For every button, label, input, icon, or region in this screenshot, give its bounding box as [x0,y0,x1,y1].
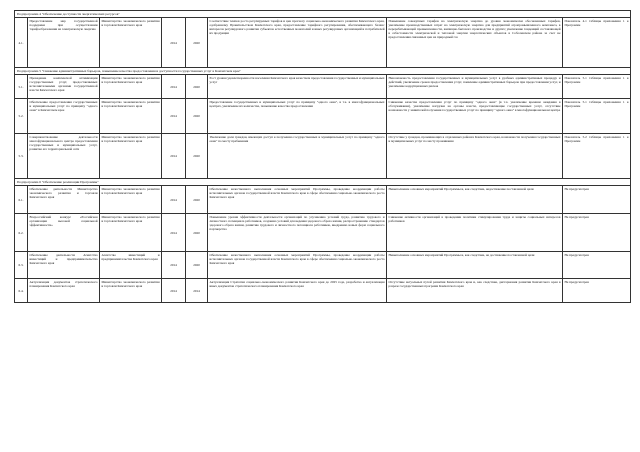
measure-name: Совершенствование деятельности многофункционального центра предоставления государственных и муниципальных услуг, развитие его территориальной сети [28,134,100,179]
measure-name: Актуализация документов стратегического планирования Камчатского края [28,279,100,303]
end-year: 2020 [186,99,208,134]
end-year: 2020 [186,134,208,179]
indicator-link: Не предусмотрен [563,186,631,214]
indicator-link: Не предусмотрен [563,279,631,303]
non-implementation-consequence: Снижение активности организаций в проведении политики стимулирования труда и защиты социальных интересов работников [387,214,563,252]
row-number: 6.3. [15,252,28,279]
measure-name: Предоставление мер государственной поддержки при осуществлении тарифообразования на электрическую энергию [28,18,100,68]
indicator-link: Не предусмотрен [563,252,631,279]
subprogram-title: Подпрограмма 6 "Обеспечение реализации Программы" [15,179,631,186]
start-year: 2014 [162,252,186,279]
executor-name: Министерство экономического развития и торговли Камчатского края [100,99,162,134]
table-row [15,214,631,252]
start-year: 2014 [162,99,186,134]
end-year: 2020 [186,252,208,279]
start-year: 2014 [162,18,186,68]
row-number: 6.2. [15,214,28,252]
indicator-link: Показатель 4.1 таблицы приложения 1 к Программе [563,18,631,68]
table-row [15,75,631,99]
subprogram-header-row [15,179,631,186]
table-row [15,99,631,134]
measure-name: Проведение комплексной оптимизации государственных услуг, предоставляемых исполнительными органами государственной власти Камчатского края [28,75,100,99]
row-number: 5.3. [15,134,28,179]
end-year: 2020 [186,75,208,99]
table-row [15,279,631,303]
row-number: 5.2. [15,99,28,134]
start-year: 2014 [162,186,186,214]
row-number: 5.1. [15,75,28,99]
start-year: 2014 [162,214,186,252]
subprogram-title: Подпрограмма 5 "Снижение административных барьеров, повышение качества предоставления и доступности государственных услуг в Камчатском крае" [15,68,631,75]
non-implementation-consequence: Невыполнение основных мероприятий Программы и, как следствие, недостижение поставленной цели [387,186,563,214]
table-row [15,186,631,214]
executor-name: Министерство экономического развития и торговли Камчатского края [100,134,162,179]
subprogram-title: Подпрограмма 4 "Обеспечение доступности энергетических ресурсов" [15,11,631,18]
indicator-link: Показатель 5.1 таблицы приложения 1 к Программе [563,99,631,134]
executor-name: Министерство экономического развития и торговли Камчатского края [100,279,162,303]
row-number: 6.1. [15,186,28,214]
document-page [14,10,630,303]
measure-name: Обеспечение предоставления государственных и муниципальных услуг по принципу "одного окна" в Камчатском крае [28,99,100,134]
indicator-link: Показатель 5.1 таблицы приложения 1 к Программе [563,75,631,99]
start-year: 2014 [162,75,186,99]
end-year: 2014 [186,279,208,303]
executor-name: Министерство экономического развития и торговли Камчатского края [100,18,162,68]
non-implementation-consequence: Отсутствие актуальных путей развития Камчатского края и, как следствие, дисгармония развития Камчатского края в разрезе государственных программ Камчатского края [387,279,563,303]
non-implementation-consequence: Невыполнение основных мероприятий Программы и, как следствие, не достижение поставленной цели [387,252,563,279]
measure-name: Обеспечение деятельности Министерства экономического развития и торговли Камчатского края [28,186,100,214]
expected-result: Увеличение доли граждан, имеющих доступ к получению государственных и муниципальных услуг по принципу "одного окна" по месту пребывания [208,134,387,179]
executor-name: Министерство экономического развития и торговли Камчатского края [100,75,162,99]
end-year: 2020 [186,18,208,68]
start-year: 2014 [162,134,186,179]
table-row [15,134,631,179]
table-row [15,252,631,279]
subprogram-header-row [15,11,631,18]
program-measures-table [14,10,631,303]
expected-result: Обеспечение качественного выполнения основных мероприятий Программы, проведение координации работы исполнительных органов государственной власти Камчатского края в сфере обеспечения социально-экономического роста Камчатского края [208,186,387,214]
non-implementation-consequence: Снижение качества предоставления услуг по принципу "одного окна" (в т.ч. увеличение времени ожидания в обслуживании), увеличение нагрузки на органы власти, предоставляющие государственных услуг, отсутствие возможности у заявителей получения государственных услуг по принципу "одного окна" в многофункциональном центре [387,99,563,134]
end-year: 2020 [186,186,208,214]
measure-name: Обеспечение деятельности Агентства инвестиций и предпринимательства Камчатского края [28,252,100,279]
executor-name: Министерство экономического развития и торговли Камчатского края [100,186,162,214]
expected-result: Соответствие темпов роста регулируемых тарифов и цен прогнозу социально-экономического развития Камчатского края, одобренному Правительством Камчатского края, предоставление тарифного регулирования, обеспечивающего баланс интересов регулируемого развития субъектов естественных монополий и иных регулируемых организаций и потребителей их продукции [208,18,387,68]
row-number: 4.1. [15,18,28,68]
measure-name: Всероссийский конкурс «Российская организация высокой социальной эффективности» [28,214,100,252]
expected-result: Актуализация Стратегии социально-экономического развития Камчатского края до 2025 года, разработка и актуализация иных документов стратегического планирования Камчатского края [208,279,387,303]
expected-result: Повышение уровня эффективности деятельности организаций по улучшению условий труда, развитию трудового и личностного потенциала работников, созданию условий для ведения здорового образа жизни, распространению стандартов здорового образа жизни, развитию трудового и личностного потенциала работников, внедрению новых форм социального партнерства [208,214,387,252]
expected-result: Обеспечение качественного выполнения основных мероприятий Программы, проведение координации работы исполнительных органов государственной власти Камчатского края в сфере обеспечения социально-экономического роста Камчатского края [208,252,387,279]
expected-result: Рост уровня удовлетворенности населения Камчатского края качеством предоставления государственных и муниципальных услуг [208,75,387,99]
non-implementation-consequence: Невозможность предоставления государственных и муниципальных услуг в удобных административных процедур и действий, увеличение сроков предоставления услуг, появление административных барьеров при предоставлении услуг, и увеличение коррупционных рисков [387,75,563,99]
expected-result: Предоставление государственных и муниципальных услуг по принципу "одного окна", в т.ч. в многофункциональных центрах, увеличение их количества, повышение качества предоставления [208,99,387,134]
indicator-link: Не предусмотрен [563,214,631,252]
executor-name: Министерство экономического развития и торговли Камчатского края [100,214,162,252]
end-year: 2020 [186,214,208,252]
start-year: 2014 [162,279,186,303]
subprogram-header-row [15,68,631,75]
non-implementation-consequence: Повышение совокупных тарифов на электрическую энергию до уровня экономически обоснованных тарифов, увеличение производственных затрат на электрическую энергию для предприятий агропромышленного комплекса, в перерабатывающей промышленности, жилищно-бытового производства и других; увеличение тенденций составляющей в себестоимости электрической и тепловой энергии энергетических объектов в Соболевском районе за счет не предоставления связанных цен на природный газ [387,18,563,68]
table-row [15,18,631,68]
indicator-link: Показатель 5.2 таблицы приложения 1 к Программе [563,134,631,179]
non-implementation-consequence: Отсутствие у граждан, проживающих в отдаленных районах Камчатского края, возможности получения государственных и муниципальных услуг по месту проживания [387,134,563,179]
executor-name: Агентство инвестиций и предпринимательства Камчатского края [100,252,162,279]
row-number: 6.4. [15,279,28,303]
